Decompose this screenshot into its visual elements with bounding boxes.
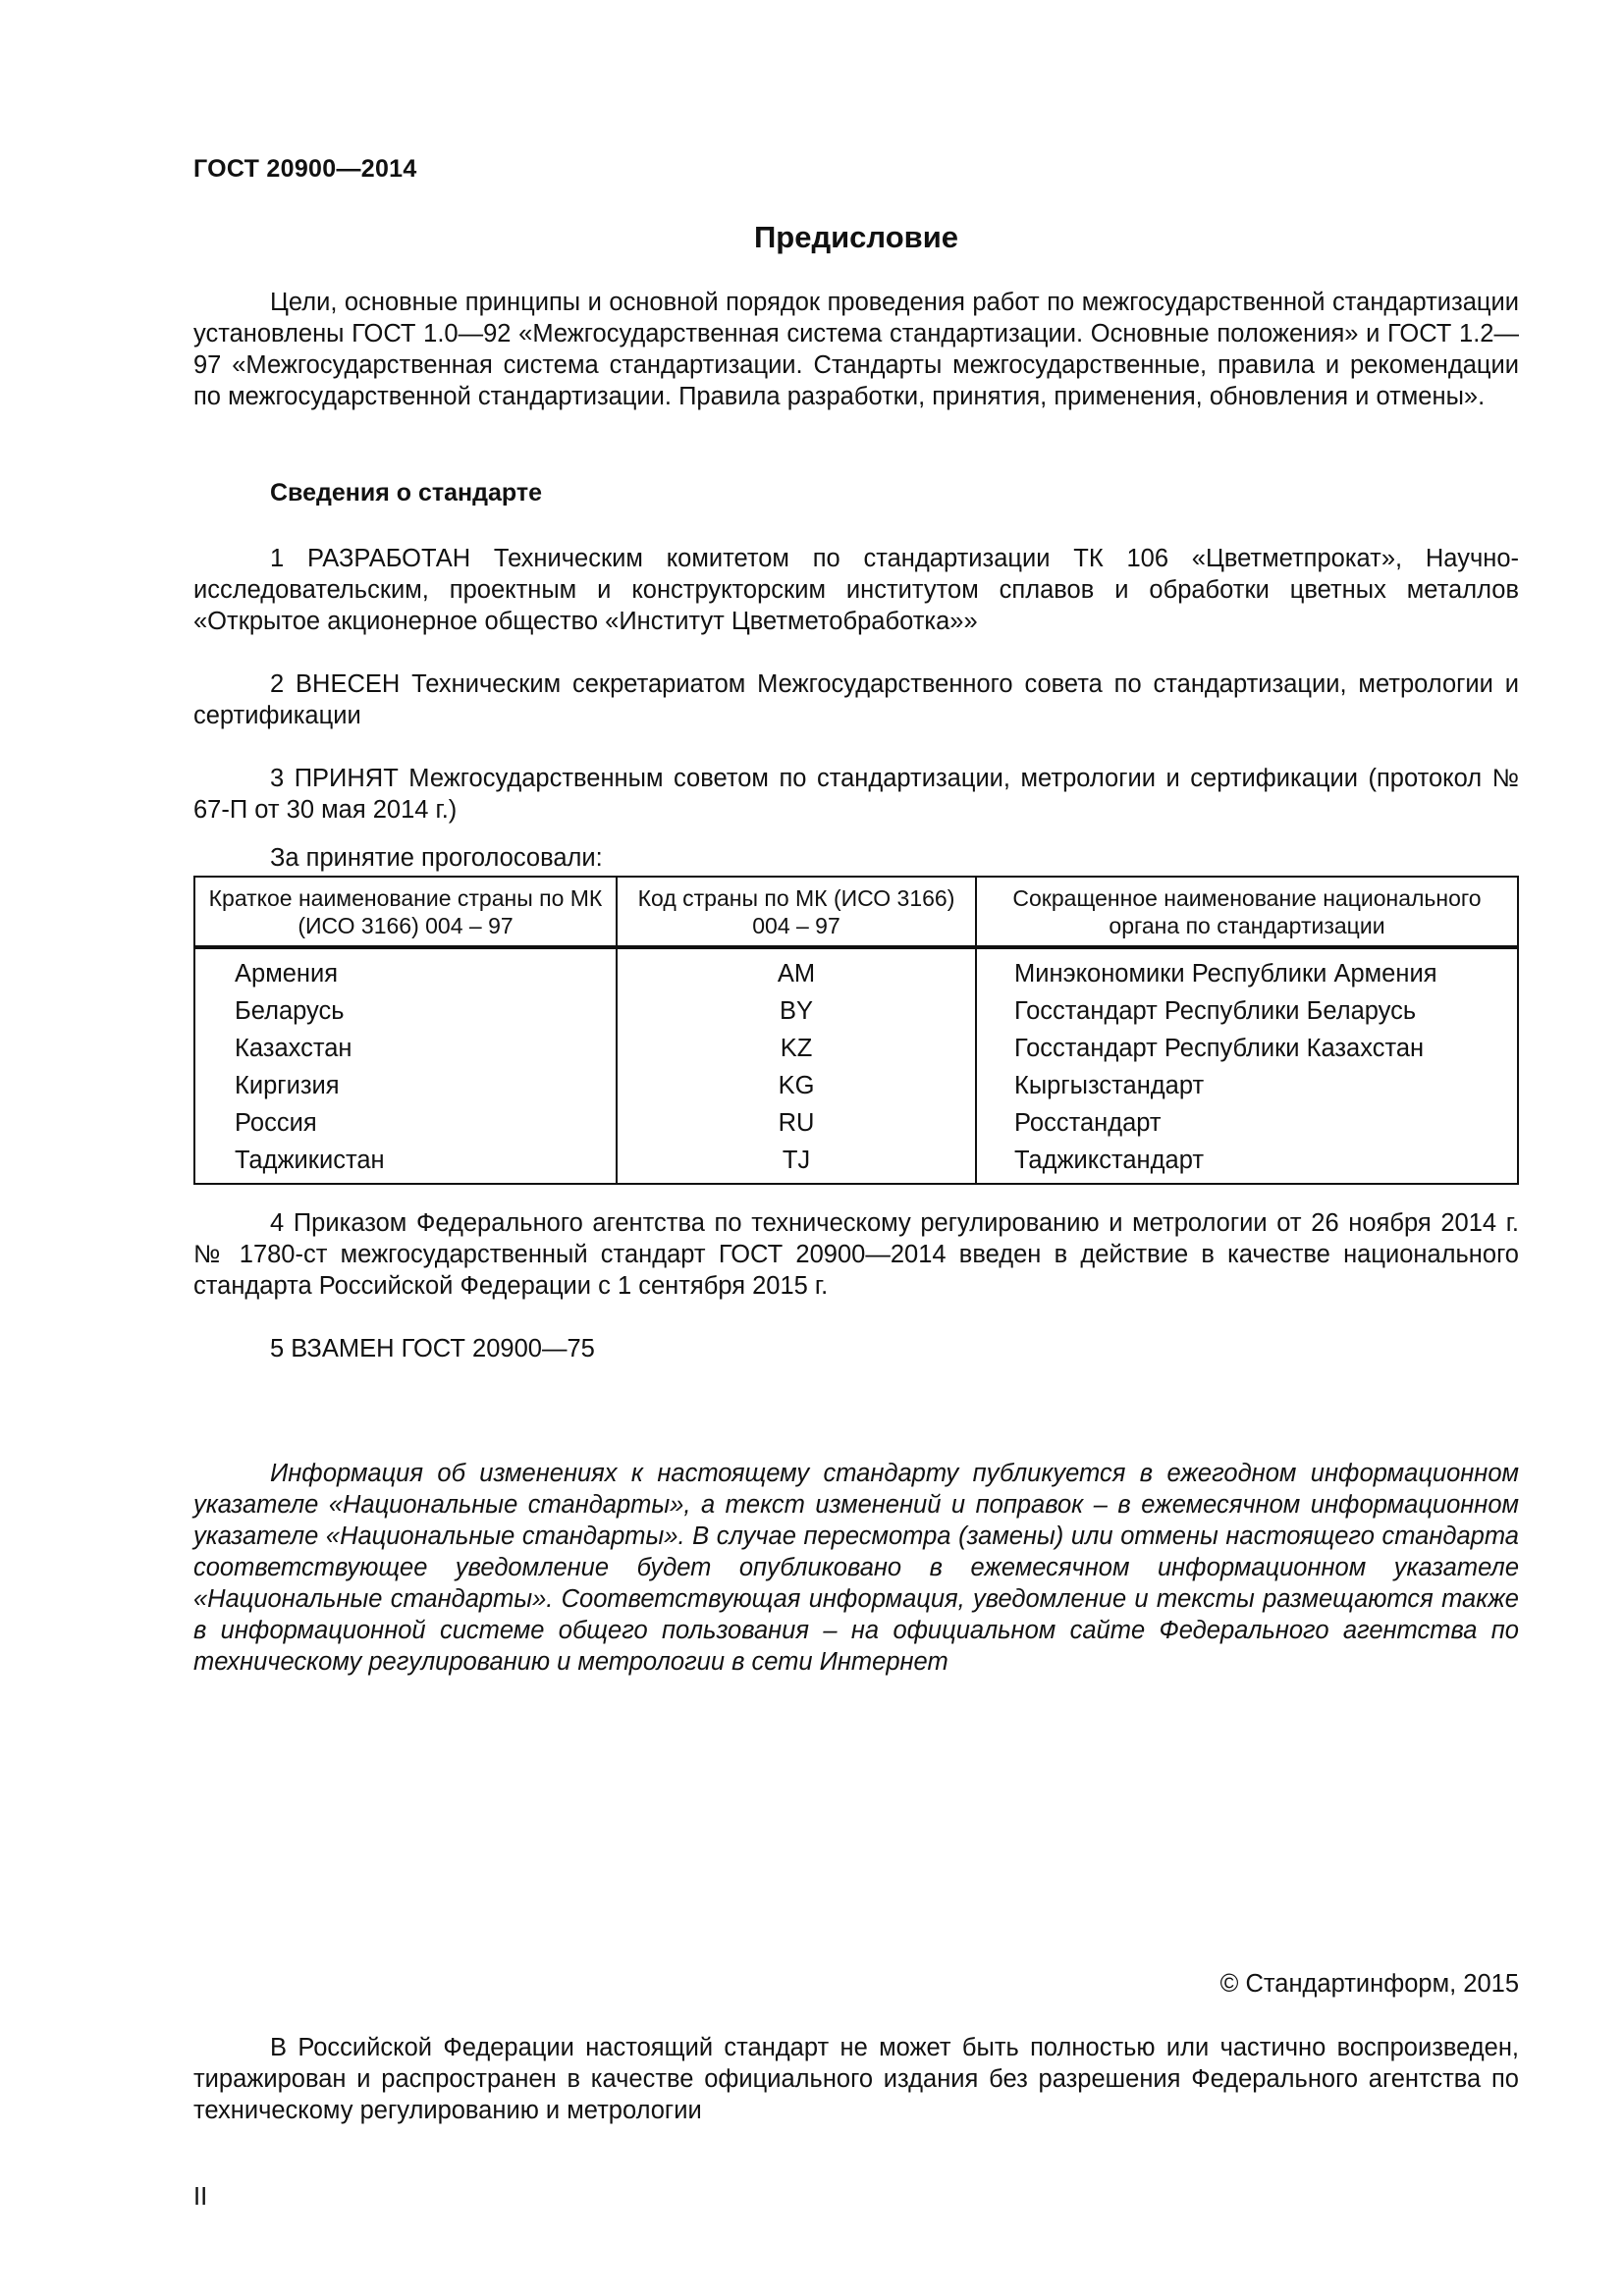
table-row bbox=[194, 992, 1518, 1030]
item-replaces: 5 ВЗАМЕН ГОСТ 20900—75 bbox=[270, 1335, 595, 1362]
table-row bbox=[194, 1142, 1518, 1184]
table-cell-organization: Госстандарт Республики Беларусь bbox=[976, 992, 1518, 1030]
table-cell-code: BY bbox=[617, 992, 976, 1030]
table-cell-organization: Таджикстандарт bbox=[976, 1142, 1518, 1184]
document-code: ГОСТ 20900—2014 bbox=[193, 155, 417, 183]
table-row bbox=[194, 1067, 1518, 1104]
info-heading: Сведения о стандарте bbox=[270, 479, 543, 507]
changes-info-paragraph: Информация об изменениях к настоящему стандарту публикуется в ежегодном информационном указателе «Национальные стандарты», а текст изменений и поправок – в ежемесячном информационном указателе «Национальные стандарты». В случае пересмотра (замены) или отмены настоящего стандарта соответствующее уведомление будет опубликовано в ежемесячном информационном указателе «Национальные стандарты». Соответствующая информация, уведомление и тексты размещаются также в информационной системе общего пользования – на официальном сайте Федерального агентства по техническому регулированию и метрологии в сети Интернет bbox=[193, 1460, 1519, 1676]
table-cell-code: AM bbox=[617, 947, 976, 992]
table-row bbox=[194, 1030, 1518, 1067]
table-cell-code: RU bbox=[617, 1104, 976, 1142]
table-cell-country: Киргизия bbox=[194, 1067, 617, 1104]
table-cell-country: Беларусь bbox=[194, 992, 617, 1030]
item-introduced: 2 ВНЕСЕН Техническим секретариатом Межгосударственного совета по стандартизации, метрологии и сертификации bbox=[193, 670, 1519, 729]
page-number: II bbox=[193, 2183, 208, 2211]
table-header-row bbox=[194, 877, 1518, 947]
table-cell-code: KG bbox=[617, 1067, 976, 1104]
voted-label: За принятие проголосовали: bbox=[270, 844, 603, 872]
table-row bbox=[194, 947, 1518, 992]
table-cell-code: TJ bbox=[617, 1142, 976, 1184]
copyright-notice: © Стандартинформ, 2015 bbox=[1219, 1970, 1519, 1998]
table-cell-organization: Росстандарт bbox=[976, 1104, 1518, 1142]
page-title: Предисловие bbox=[753, 220, 958, 254]
table-header-code: Код страны по МК (ИСО 3166) 004 – 97 bbox=[617, 877, 976, 947]
table-cell-organization: Кыргызстандарт bbox=[976, 1067, 1518, 1104]
table-cell-organization: Минэкономики Республики Армения bbox=[976, 947, 1518, 992]
table-cell-country: Казахстан bbox=[194, 1030, 617, 1067]
vote-table bbox=[193, 876, 1519, 1185]
item-developed: 1 РАЗРАБОТАН Техническим комитетом по стандартизации ТК 106 «Цветметпрокат», Научно-исследовательским, проектным и конструкторским институтом сплавов и обработки цветных металлов «Открытое акционерное общество «Институт Цветметобработка»» bbox=[193, 545, 1519, 635]
item-adopted: 3 ПРИНЯТ Межгосударственным советом по стандартизации, метрологии и сертификации (протокол № 67-П от 30 мая 2014 г.) bbox=[193, 765, 1519, 824]
table-header-organization: Сокращенное наименование национального органа по стандартизации bbox=[976, 877, 1518, 947]
table-cell-country: Россия bbox=[194, 1104, 617, 1142]
table-header-country: Краткое наименование страны по МК (ИСО 3166) 004 – 97 bbox=[194, 877, 617, 947]
reproduction-notice: В Российской Федерации настоящий стандарт не может быть полностью или частично воспроизведен, тиражирован и распространен в качестве официального издания без разрешения Федерального агентства по техническому регулированию и метрологии bbox=[193, 2034, 1519, 2124]
intro-paragraph: Цели, основные принципы и основной порядок проведения работ по межгосударственной стандартизации установлены ГОСТ 1.0—92 «Межгосударственная система стандартизации. Основные положения» и ГОСТ 1.2—97 «Межгосударственная система стандартизации. Стандарты межгосударственные, правила и рекомендации по межгосударственной стандартизации. Правила разработки, принятия, применения, обновления и отмены». bbox=[193, 289, 1519, 410]
table-row bbox=[194, 1104, 1518, 1142]
table-cell-organization: Госстандарт Республики Казахстан bbox=[976, 1030, 1518, 1067]
table-cell-country: Таджикистан bbox=[194, 1142, 617, 1184]
table-cell-country: Армения bbox=[194, 947, 617, 992]
item-order: 4 Приказом Федерального агентства по техническому регулированию и метрологии от 26 ноября 2014 г. № 1780-ст межгосударственный стандарт ГОСТ 20900—2014 введен в действие в качестве национального стандарта Российской Федерации с 1 сентября 2015 г. bbox=[193, 1209, 1519, 1300]
table-cell-code: KZ bbox=[617, 1030, 976, 1067]
